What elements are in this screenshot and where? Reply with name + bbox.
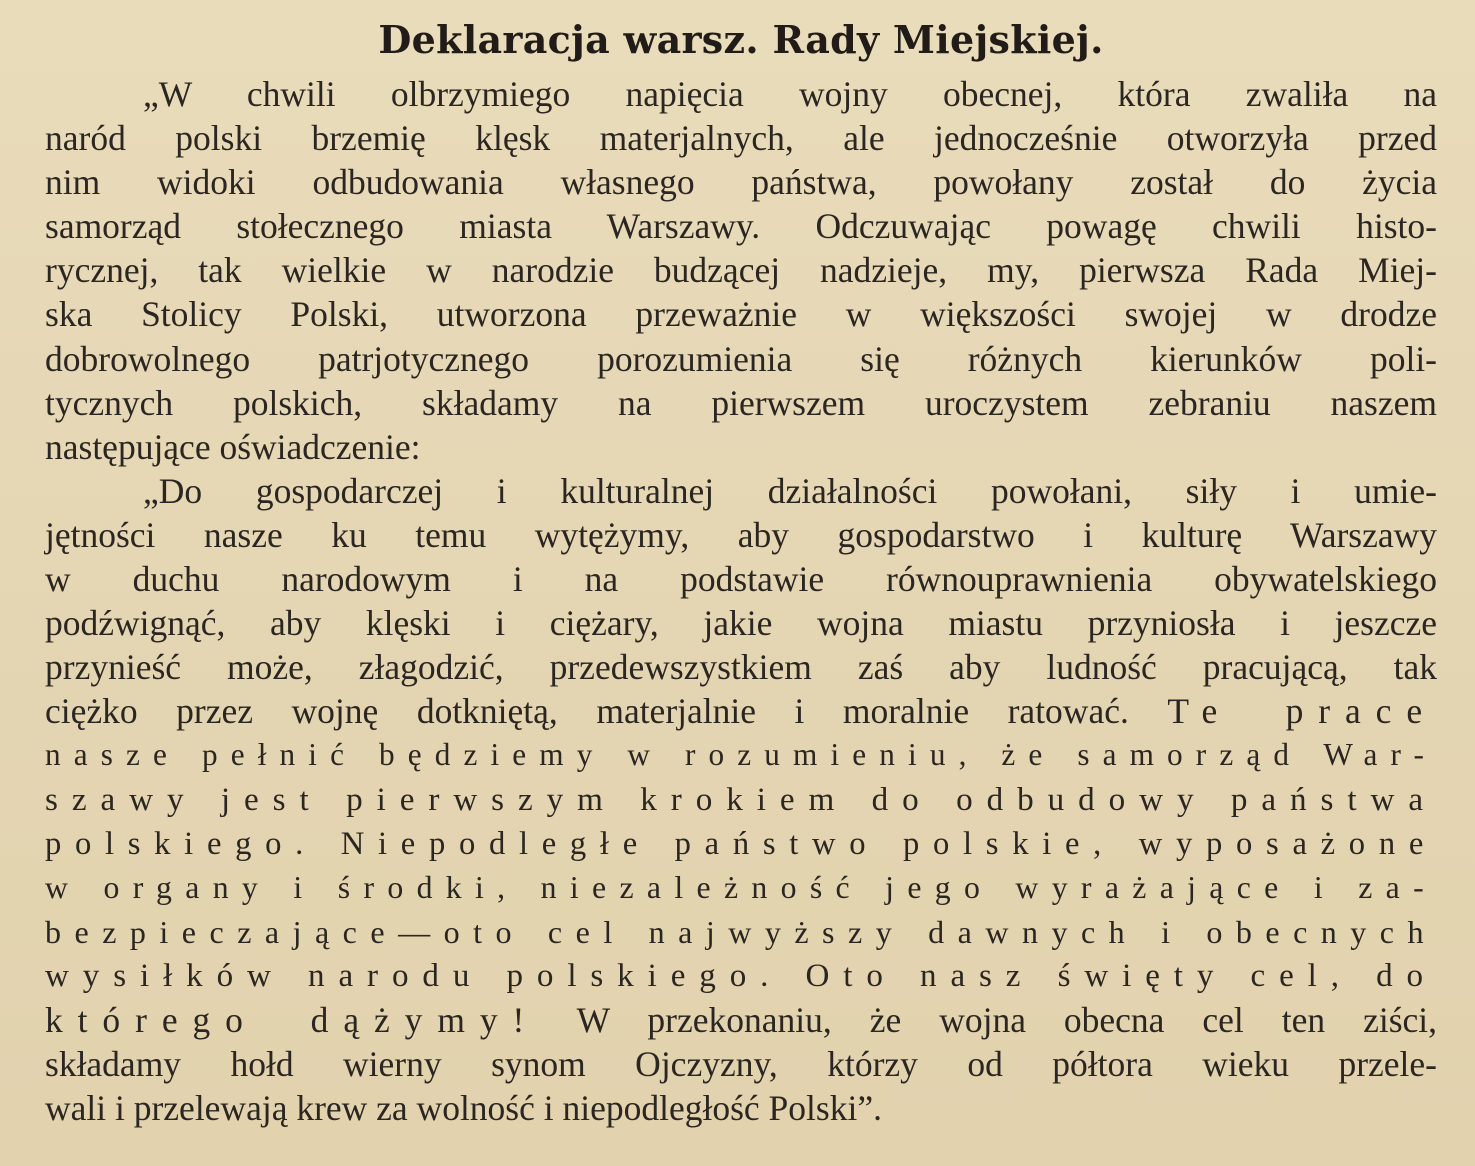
text-line: składamy hołd wierny synom Ojczyzny, którzy od półtora wieku przele- — [45, 1044, 1437, 1085]
text-line: samorząd stołecznego miasta Warszawy. Odczuwając powagę chwili histo- — [45, 206, 1437, 247]
text-line: „W chwili olbrzymiego napięcia wojny obecnej, która zwaliła na — [143, 74, 1437, 114]
spaced-text-line: wysiłków narodu polskiego. Oto nasz święty cel, do — [45, 957, 1437, 994]
text-line: podźwignąć, aby klęski i ciężary, jakie wojna miastu przyniosła i jeszcze — [45, 603, 1437, 644]
text-line: ska Stolicy Polski, utworzona przeważnie w większości swojej w drodze — [45, 294, 1437, 335]
text-line — [45, 998, 1437, 1042]
text-line: wali i przelewają krew za wolność i niepodległość Polski”. — [45, 1088, 882, 1129]
spaced-text: którego dążymy! — [45, 999, 540, 1040]
paragraph-2 — [45, 469, 1437, 1130]
text-line: dobrowolnego patrjotycznego porozumienia się różnych kierunków poli- — [45, 338, 1437, 379]
text-line — [45, 689, 1437, 733]
page-title: Deklaracja warsz. Rady Miejskiej. — [378, 17, 1104, 62]
spaced-text-line: szawy jest pierwszym krokiem do odbudowy państwa — [45, 780, 1437, 818]
text-segment: W przekonaniu, że wojna obecna cel ten ziści, — [576, 999, 1437, 1040]
text-line: „Do gospodarczej i kulturalnej działalności powołani, siły i umie- — [143, 470, 1437, 511]
spaced-text-line: polskiego. Niepodległe państwo polskie, wyposażone — [45, 825, 1437, 862]
text-line: naród polski brzemię klęsk materjalnych, ale jednocześnie otworzyła przed — [45, 118, 1437, 159]
text-line: następujące oświadczenie: — [45, 426, 421, 467]
text-line: przynieść może, złagodzić, przedewszystkiem zaś aby ludność pracującą, tak — [45, 647, 1437, 688]
text-line: jętności nasze ku temu wytężymy, aby gospodarstwo i kulturę Warszawy — [45, 514, 1437, 555]
spaced-text: Te prace — [1167, 691, 1437, 732]
text-line: rycznej, tak wielkie w narodzie budzącej nadzieje, my, pierwsza Rada Miej- — [45, 250, 1437, 291]
text-line: tycznych polskich, składamy na pierwszem uroczystem zebraniu naszem — [45, 382, 1437, 423]
article-body — [45, 72, 1437, 1130]
text-segment: ciężko przez wojnę dotkniętą, materjalnie i moralnie ratować. — [45, 691, 1129, 732]
paragraph-1 — [45, 72, 1437, 469]
spaced-text-line: nasze pełnić będziemy w rozumieniu, że samorząd War- — [45, 737, 1437, 773]
spaced-text-line: w organy i środki, niezależność jego wyrażające i za- — [45, 869, 1437, 905]
text-line: w duchu narodowym i na podstawie równouprawnienia obywatelskiego — [45, 559, 1437, 600]
text-line: nim widoki odbudowania własnego państwa, powołany został do życia — [45, 162, 1437, 203]
spaced-text-line: bezpieczające—oto cel najwyższy dawnych i obecnych — [45, 913, 1437, 950]
